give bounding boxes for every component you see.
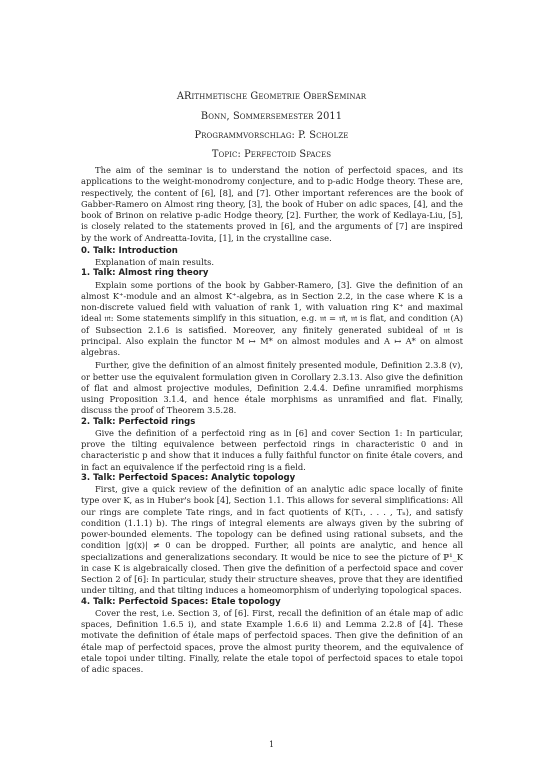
talk-paragraph: Further, give the definition of an almost finitely presented module, Definition 2.3.8 (v), or better use the equivalent formulation given in Corollary 2.3.13. Also give the definition of flat and almost projective modules, Definition 2.4.4. Define unramified morphisms using Proposition 3.1.4, and hence étale morphisms as unramified and flat. Finally, discuss the proof of Theorem 3.5.28. <box>81 360 463 416</box>
location-semester: Bonn, Sommersemester 2011 <box>200 111 343 122</box>
seminar-title: ARithmetische Geometrie OberSeminar <box>176 91 367 102</box>
talk-paragraph: Explain some portions of the book by Gabber-Ramero, [3]. Give the definition of an almost K⁺-module and an almost K⁺-algebra, as in Section 2.2, in the case where K is a non-discrete valued field with valuation of rank 1, with valuation ring K⁺ and maximal ideal 𝔪: Some statements simplify in this situation, e.g. 𝔪 = 𝔪̃, 𝔪 is flat, and condition (A) of Subsection 2.1.6 is satisfied. Moreover, any finitely generated subideal of 𝔪 is principal. Also explain the functor M ↦ M* on almost modules and A ↦ A* on almost algebras. <box>81 279 463 357</box>
document-body <box>81 165 463 675</box>
intro-paragraph: The aim of the seminar is to understand the notion of perfectoid spaces, and its applications to the weight-monodromy conjecture, and to p-adic Hodge theory. These are, respectively, the content of [6], [8], and [7]. Other important references are the book of Gabber-Ramero on Almost ring theory, [3], the book of Huber on adic spaces, [4], and the book of Brinon on relative p-adic Hodge theory, [2]. Further, the work of Kedlaya-Liu, [5], is closely related to the statements proved in [6], and the arguments of [7] are inspired by the work of Andreatta-Iovita, [1], in the crystalline case. <box>81 165 463 243</box>
talk-heading: 3. Talk: Perfectoid Spaces: Analytic topology <box>81 472 296 483</box>
page-number: 1 <box>268 740 275 749</box>
program-author: Programmvorschlag: P. Scholze <box>194 130 349 141</box>
talk-heading: 2. Talk: Perfectoid rings <box>81 416 196 427</box>
talk-paragraph: Cover the rest, i.e. Section 3, of [6]. First, recall the definition of an étale map of adic spaces, Definition 1.6.5 i), and state Example 1.6.6 ii) and Lemma 2.2.8 of [4]. These motivate the definition of étale maps of perfectoid spaces. Then give the definition of an étale map of perfectoid spaces, prove the almost purity theorem, and the equivalence of etale topoi under tilting. Finally, relate the etale topoi of perfectoid spaces to etale topoi of adic spaces. <box>81 607 463 674</box>
seminar-topic: Topic: Perfectoid Spaces <box>211 149 332 160</box>
talk-paragraph: Give the definition of a perfectoid ring as in [6] and cover Section 1: In particular, prove the tilting equivalence between perfectoid rings in characteristic 0 and in characteristic p and show that it induces a fully faithful functor on finite étale covers, and in fact an equivalence if the perfectoid ring is a field. <box>81 427 463 472</box>
talk-paragraph: Explanation of main results. <box>95 257 215 267</box>
talk-paragraph: First, give a quick review of the definition of an analytic adic space locally of finite type over K, as in Huber's book [4], Section 1.1. This allows for several simplifications: All our rings are complete Tate rings, and in fact quotients of K⟨T₁, . . . , Tₙ⟩, and satisfy condition (1.1.1) b). The rings of integral elements are always given by the subring of power-bounded elements. The topology can be defined using rational subsets, and the condition |g(x)| ≠ 0 can be dropped. Further, all points are analytic, and hence all specializations and generalizations secondary. It would be nice to see the picture of ℙ¹_K in case K is algebraically closed. Then give the definition of a perfectoid space and cover Section 2 of [6]: In particular, study their structure sheaves, prove that they are identified under tilting, and that tilting induces a homeomorphism of underlying topological spaces. <box>81 484 463 596</box>
talk-heading: 0. Talk: Introduction <box>81 245 178 256</box>
talk-heading: 1. Talk: Almost ring theory <box>81 268 209 279</box>
talk-heading: 4. Talk: Perfectoid Spaces: Etale topology <box>81 596 281 607</box>
